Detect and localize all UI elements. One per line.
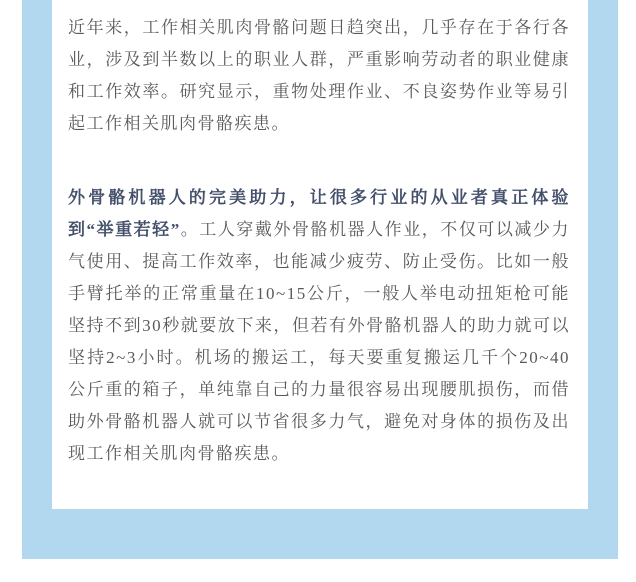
- paragraph-intro: 近年来，工作相关肌肉骨骼问题日趋突出，几乎存在于各行各业，涉及到半数以上的职业人群，严重影响劳动者的职业健康和工作效率。研究显示，重物处理作业、不良姿势作业等易引起工作相关肌肉骨骼疾患。: [68, 18, 570, 133]
- paragraph-exoskeleton-body: 。工人穿戴外骨骼机器人作业，不仅可以减少力气使用、提高工作效率，也能减少疲劳、防止受伤。比如一般手臂托举的正常重量在10~15公斤，一般人举电动扭矩枪可能坚持不到30秒就要放下来，但若有外骨骼机器人的助力就可以坚持2~3小时。机场的搬运工，每天要重复搬运几千个20~40公斤重的箱子，单纯靠自己的力量很容易出现腰肌损伤，而借助外骨骼机器人就可以节省很多力气，避免对身体的损伤及出现工作相关肌肉骨骼疾患。: [68, 220, 571, 463]
- paragraph-exoskeleton: [68, 182, 570, 470]
- article-content: [52, 0, 588, 509]
- paragraph-exoskeleton-lead-bold: 外骨骼机器人的完美助力，让很多行业的从业者真正体验到“举重若轻”: [68, 188, 570, 239]
